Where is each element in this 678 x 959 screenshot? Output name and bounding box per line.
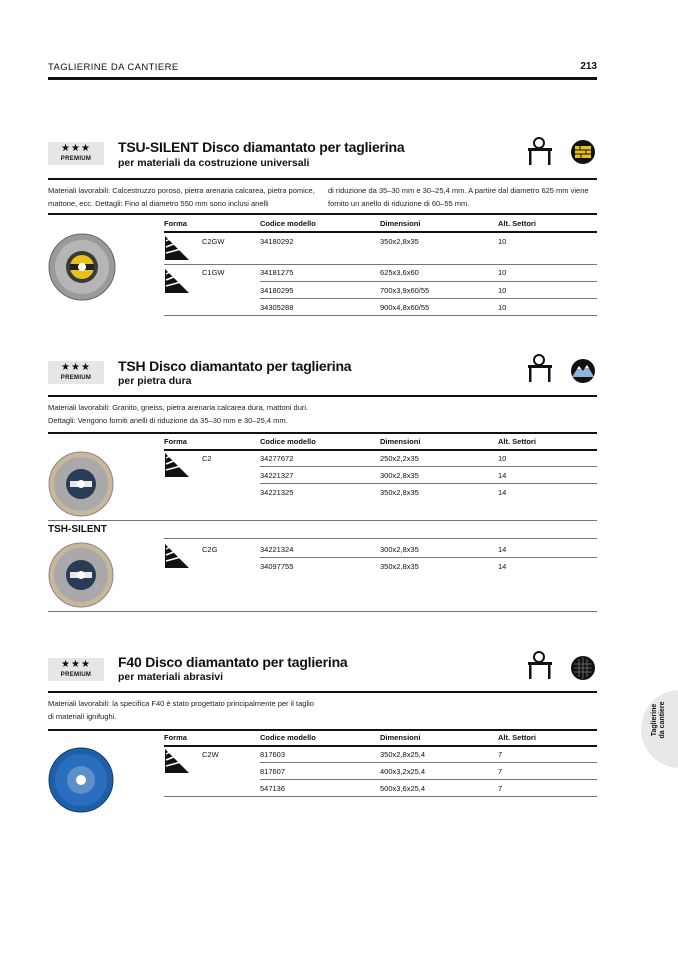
section-description: Materiali lavorabili: Granito, gneiss, pietra arenaria calcarea dura, mattoni duri. Dettagli: Vengono forniti anelli di riduzione da 35–30 mm e 30–25,4 mm. xyxy=(48,403,309,425)
blade-image-tsh-silent xyxy=(48,542,114,608)
col-header-dimensioni: Dimensioni xyxy=(380,219,421,228)
premium-label: PREMIUM xyxy=(60,672,92,678)
product-section-tsu-silent xyxy=(48,138,597,318)
dimensioni-cell: 350x2,8x35 xyxy=(380,488,419,497)
codice-cell: 817603 xyxy=(260,750,286,759)
page-header xyxy=(48,58,597,80)
forma-code: C2GW xyxy=(202,237,225,246)
col-header-dimensioni: Dimensioni xyxy=(380,733,421,742)
col-header-dimensioni: Dimensioni xyxy=(380,437,421,446)
sub-product-title: TSH-SILENT xyxy=(48,524,107,535)
codice-cell: 34180295 xyxy=(260,286,294,295)
col-header-settori: Alt. Settori xyxy=(498,437,536,446)
dimensioni-cell: 300x2,8x35 xyxy=(380,545,419,554)
forma-code: C1GW xyxy=(202,268,225,277)
codice-cell: 34097755 xyxy=(260,562,294,571)
dimensioni-cell: 350x2,8x25,4 xyxy=(380,750,426,759)
dimensioni-cell: 900x4,8x60/55 xyxy=(380,303,430,312)
stars-icon: ★★★ xyxy=(61,362,91,373)
header-title: TAGLIERINE DA CANTIERE xyxy=(48,62,179,73)
mountain-stone-icon xyxy=(571,359,595,383)
codice-cell: 547136 xyxy=(260,784,286,793)
col-header-forma: Forma xyxy=(164,733,187,742)
codice-cell: 34180292 xyxy=(260,237,294,246)
blade-image-tsh xyxy=(48,451,114,517)
blade-image-tsu-silent xyxy=(48,233,116,301)
section-title: TSH Disco diamantato per taglierina xyxy=(118,358,352,374)
segment-profile-icon xyxy=(164,748,190,774)
codice-cell: 34221324 xyxy=(260,545,294,554)
brick-wall-icon xyxy=(571,140,595,164)
blade-image-f40 xyxy=(48,747,114,813)
forma-code: C2G xyxy=(202,545,218,554)
section-subtitle: per pietra dura xyxy=(118,375,192,387)
dimensioni-cell: 350x2,8x35 xyxy=(380,562,419,571)
segment-profile-icon xyxy=(164,452,190,478)
codice-cell: 34305288 xyxy=(260,303,294,312)
settori-cell: 7 xyxy=(498,750,503,759)
section-title: F40 Disco diamantato per taglierina xyxy=(118,654,348,670)
side-tab-line2: da cantiere xyxy=(659,701,666,739)
product-section-tsh xyxy=(48,357,597,617)
codice-cell: 817607 xyxy=(260,767,286,776)
col-header-codice: Codice modello xyxy=(260,219,316,228)
section-title: TSU-SILENT Disco diamantato per taglierina xyxy=(118,139,405,155)
settori-cell: 10 xyxy=(498,286,507,295)
col-header-codice: Codice modello xyxy=(260,437,316,446)
application-icons xyxy=(527,353,597,389)
settori-cell: 7 xyxy=(498,784,503,793)
col-header-forma: Forma xyxy=(164,437,187,446)
premium-label: PREMIUM xyxy=(60,375,92,381)
forma-code: C2W xyxy=(202,750,219,759)
col-header-forma: Forma xyxy=(164,219,187,228)
section-rule xyxy=(48,691,597,693)
forma-code: C2 xyxy=(202,454,212,463)
section-rule xyxy=(48,395,597,397)
col-header-settori: Alt. Settori xyxy=(498,733,536,742)
application-icons xyxy=(527,650,597,686)
settori-cell: 10 xyxy=(498,237,507,246)
codice-cell: 34181275 xyxy=(260,268,294,277)
segment-profile-icon xyxy=(164,268,190,294)
page-number: 213 xyxy=(580,61,597,72)
chapter-side-tab[interactable] xyxy=(641,690,678,768)
settori-cell: 14 xyxy=(498,488,507,497)
settori-cell: 7 xyxy=(498,767,503,776)
col-header-codice: Codice modello xyxy=(260,733,316,742)
product-section-f40 xyxy=(48,654,597,819)
settori-cell: 10 xyxy=(498,268,507,277)
codice-cell: 34277672 xyxy=(260,454,294,463)
dimensioni-cell: 400x3,2x25,4 xyxy=(380,767,426,776)
abrasive-grid-icon xyxy=(571,656,595,680)
settori-cell: 14 xyxy=(498,545,507,554)
dimensioni-cell: 500x3,6x25,4 xyxy=(380,784,426,793)
segment-profile-icon xyxy=(164,235,190,261)
section-description-right: di riduzione da 35–30 mm e 30–25,4 mm. A partire dal diametro 625 mm viene fornito un anello di riduzione di 60–55 mm. xyxy=(328,186,589,208)
table-saw-icon xyxy=(528,138,552,165)
dimensioni-cell: 250x2,2x35 xyxy=(380,454,419,463)
settori-cell: 14 xyxy=(498,562,507,571)
codice-cell: 34221325 xyxy=(260,488,294,497)
table-saw-icon xyxy=(528,355,552,382)
section-subtitle: per materiali abrasivi xyxy=(118,671,224,683)
section-description-left: Materiali lavorabili: Calcestruzzo poroso, pietra arenaria calcarea, pietra pomice, mattone, ecc. Dettagli: Fino al diametro 550 mm sono inclusi anelli xyxy=(48,186,315,208)
dimensioni-cell: 625x3,6x60 xyxy=(380,268,419,277)
premium-badge xyxy=(48,361,104,384)
stars-icon: ★★★ xyxy=(61,143,91,154)
application-icons xyxy=(527,136,597,172)
section-rule xyxy=(48,178,597,180)
side-tab-line1: Taglierine xyxy=(651,703,658,737)
settori-cell: 10 xyxy=(498,454,507,463)
dimensioni-cell: 700x3,9x60/55 xyxy=(380,286,430,295)
stars-icon: ★★★ xyxy=(61,659,91,670)
settori-cell: 10 xyxy=(498,303,507,312)
section-description: Materiali lavorabili: la specifica F40 è stato progettato principalmente per il taglio di materiali ignifughi. xyxy=(48,699,314,721)
dimensioni-cell: 300x2,8x35 xyxy=(380,471,419,480)
segment-profile-icon xyxy=(164,543,190,569)
settori-cell: 14 xyxy=(498,471,507,480)
dimensioni-cell: 350x2,8x35 xyxy=(380,237,419,246)
premium-badge xyxy=(48,658,104,681)
codice-cell: 34221327 xyxy=(260,471,294,480)
col-header-settori: Alt. Settori xyxy=(498,219,536,228)
section-subtitle: per materiali da costruzione universali xyxy=(118,157,310,169)
premium-label: PREMIUM xyxy=(60,156,92,162)
table-saw-icon xyxy=(528,652,552,679)
premium-badge xyxy=(48,142,104,165)
